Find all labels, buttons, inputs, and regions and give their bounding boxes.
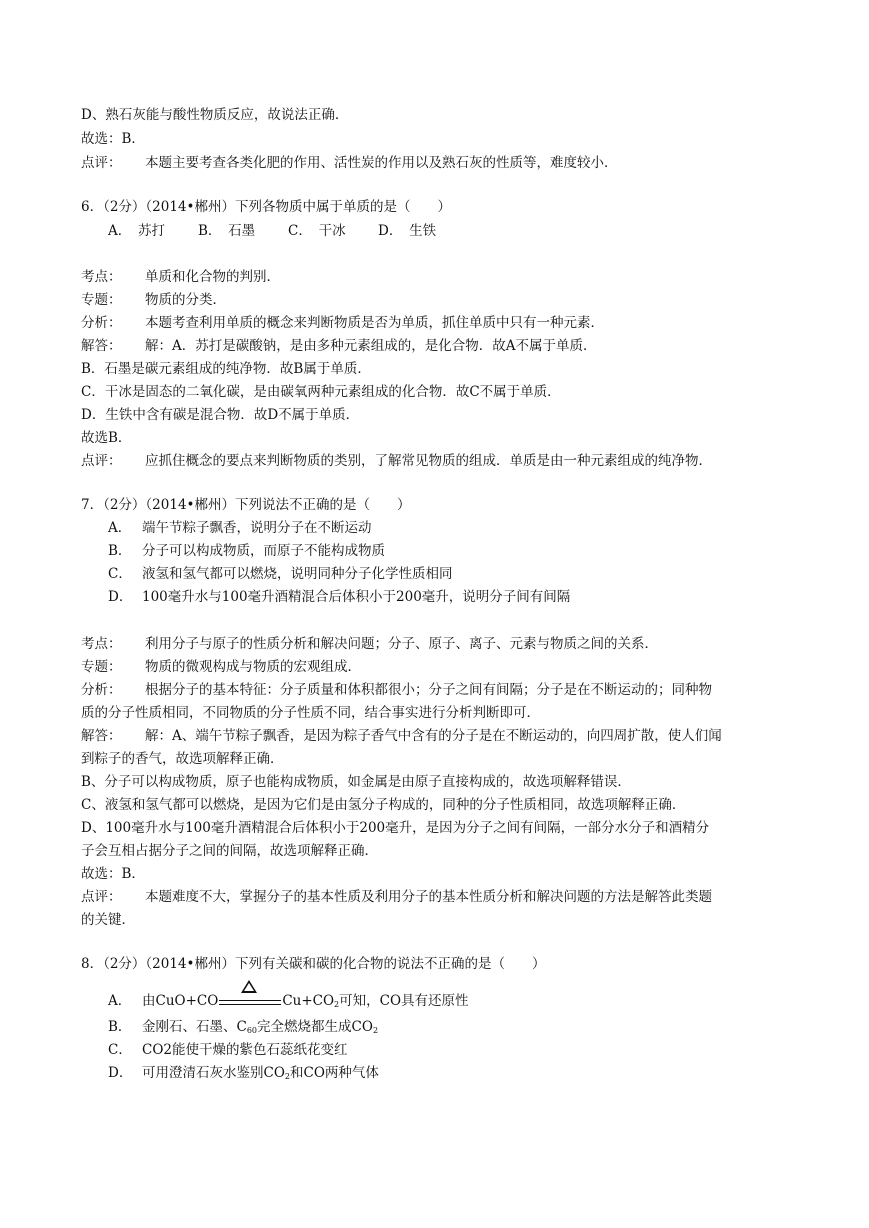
option-b: B． 石墨	[198, 223, 256, 239]
label: 点评：	[81, 453, 122, 469]
text-line: 到粽子的香气，故选项解释正确．	[81, 751, 284, 767]
text: 解：A、端午节粽子飘香，是因为粽子香气中含有的分子是在不断运动的，向四周扩散，使人们闻	[145, 728, 722, 744]
option-text: CO2能使干燥的紫色石蕊纸花变红	[142, 1042, 348, 1058]
subscript: 2	[284, 1072, 290, 1081]
jd-line	[81, 336, 597, 356]
text-line: D、100毫升水与100毫升酒精混合后体积小于200毫升，是因为分子之间有间隔，一部分水分子和酒精分	[81, 820, 710, 836]
zt-line	[81, 290, 226, 310]
option-b	[108, 541, 385, 561]
fx-line	[81, 313, 604, 333]
text-line: 故选：B．	[81, 866, 145, 882]
reactants: 由CuO+CO	[142, 993, 219, 1009]
subscript: 60	[246, 1026, 258, 1035]
option-key: A．	[108, 993, 132, 1009]
comment-line	[81, 153, 618, 173]
kd-line	[81, 267, 280, 287]
option-key: C．	[108, 566, 132, 582]
label: 考点：	[81, 636, 122, 652]
label: 点评：	[81, 889, 122, 905]
reaction-formula	[142, 991, 469, 1015]
option-text: 可知，CO具有还原性	[339, 993, 469, 1009]
option-text: 可用澄清石灰水鉴别CO	[142, 1065, 285, 1081]
text: 物质的分类．	[145, 292, 226, 308]
heat-triangle-icon	[241, 980, 257, 993]
option-b	[108, 1017, 378, 1041]
option-key: B．	[108, 543, 132, 559]
text: 本题考查利用单质的概念来判断物质是否为单质，抓住单质中只有一种元素．	[145, 315, 604, 331]
option-text: 液氢和氢气都可以燃烧，说明同种分子化学性质相同	[142, 566, 453, 582]
label: 分析：	[81, 315, 122, 331]
text-line: C．干冰是固态的二氧化碳，是由碳氧两种元素组成的化合物．故C不属于单质．	[81, 384, 561, 400]
label: 专题：	[81, 292, 122, 308]
text: 根据分子的基本特征：分子质量和体积都很小；分子之间有间隔；分子是在不断运动的；同种物	[145, 682, 712, 698]
zt-line	[81, 657, 361, 677]
option-text: 100毫升水与100毫升酒精混合后体积小于200毫升，说明分子间有间隔	[142, 589, 571, 605]
text-line: D．生铁中含有碳是混合物．故D不属于单质．	[81, 407, 360, 423]
fx-line	[81, 680, 712, 700]
label: 解答：	[81, 338, 122, 354]
option-d	[108, 1063, 379, 1087]
option-key: B．	[108, 1019, 132, 1035]
dp-line	[81, 451, 712, 471]
text-line: 的关键．	[81, 912, 135, 928]
text-line: D、熟石灰能与酸性物质反应，故说法正确．	[81, 107, 349, 123]
question-6: 6．（2分）（2014•郴州）下列各物质中属于单质的是（ ）	[81, 199, 451, 215]
label: 考点：	[81, 269, 122, 285]
text-line: 质的分子性质相同，不同物质的分子性质不同，结合事实进行分析判断即可．	[81, 705, 540, 721]
products: Cu+CO	[282, 993, 335, 1009]
text: 解：A．苏打是碳酸钠，是由多种元素组成的，是化合物．故A不属于单质．	[145, 338, 597, 354]
option-key: D．	[108, 589, 133, 605]
text-line: C、液氢和氢气都可以燃烧，是因为它们是由氢分子构成的，同种的分子性质相同，故选项解释正确．	[81, 797, 686, 813]
option-key: D．	[108, 1065, 133, 1081]
text: 应抓住概念的要点来判断物质的类别，了解常见物质的组成．单质是由一种元素组成的纯净物．	[145, 453, 712, 469]
label: 解答：	[81, 728, 122, 744]
label: 分析：	[81, 682, 122, 698]
kd-line	[81, 634, 658, 654]
text: 本题难度不大，掌握分子的基本性质及利用分子的基本性质分析和解决问题的方法是解答此类题	[145, 889, 712, 905]
option-a: A． 苏打	[108, 223, 165, 239]
text-line: B．石墨是碳元素组成的纯净物．故B属于单质．	[81, 361, 371, 377]
option-text: 完全燃烧都生成CO	[257, 1019, 373, 1035]
subscript: 2	[334, 1000, 340, 1009]
q6-options	[108, 221, 436, 241]
option-text: 端午节粽子飘香，说明分子在不断运动	[142, 520, 372, 536]
text: 物质的微观构成与物质的宏观组成．	[145, 659, 361, 675]
text-line: 故选：B．	[81, 131, 145, 147]
option-text: 分子可以构成物质，而原子不能构成物质	[142, 543, 385, 559]
option-text: 金刚石、石墨、C	[142, 1019, 247, 1035]
option-a	[108, 518, 372, 538]
question-7: 7．（2分）（2014•郴州）下列说法不正确的是（ ）	[81, 497, 411, 513]
text-line: B、分子可以构成物质，原子也能构成物质，如金属是由原子直接构成的，故选项解释错误．	[81, 774, 631, 790]
text: 本题主要考查各类化肥的作用、活性炭的作用以及熟石灰的性质等，难度较小．	[145, 155, 618, 171]
question-8: 8．（2分）（2014•郴州）下列有关碳和碳的化合物的说法不正确的是（ ）	[81, 956, 546, 972]
subscript: 2	[372, 1026, 379, 1035]
option-key: C．	[108, 1042, 132, 1058]
text-line: 故选B．	[81, 430, 132, 446]
option-c	[108, 1040, 348, 1060]
option-d: D． 生铁	[378, 223, 437, 239]
text-line: 子会互相占据分子之间的间隔，故选项解释正确．	[81, 843, 378, 859]
option-d	[108, 587, 570, 607]
heating-arrow	[219, 997, 281, 1007]
option-c: C． 干冰	[288, 223, 346, 239]
text: 单质和化合物的判别．	[145, 269, 280, 285]
jd-line	[81, 726, 722, 746]
option-text: 和CO两种气体	[290, 1065, 379, 1081]
option-key: A．	[108, 520, 132, 536]
label: 点评：	[81, 155, 122, 171]
option-a	[108, 991, 469, 1015]
label: 专题：	[81, 659, 122, 675]
option-c	[108, 564, 453, 584]
dp-line	[81, 887, 712, 907]
text: 利用分子与原子的性质分析和解决问题；分子、原子、离子、元素与物质之间的关系．	[145, 636, 658, 652]
